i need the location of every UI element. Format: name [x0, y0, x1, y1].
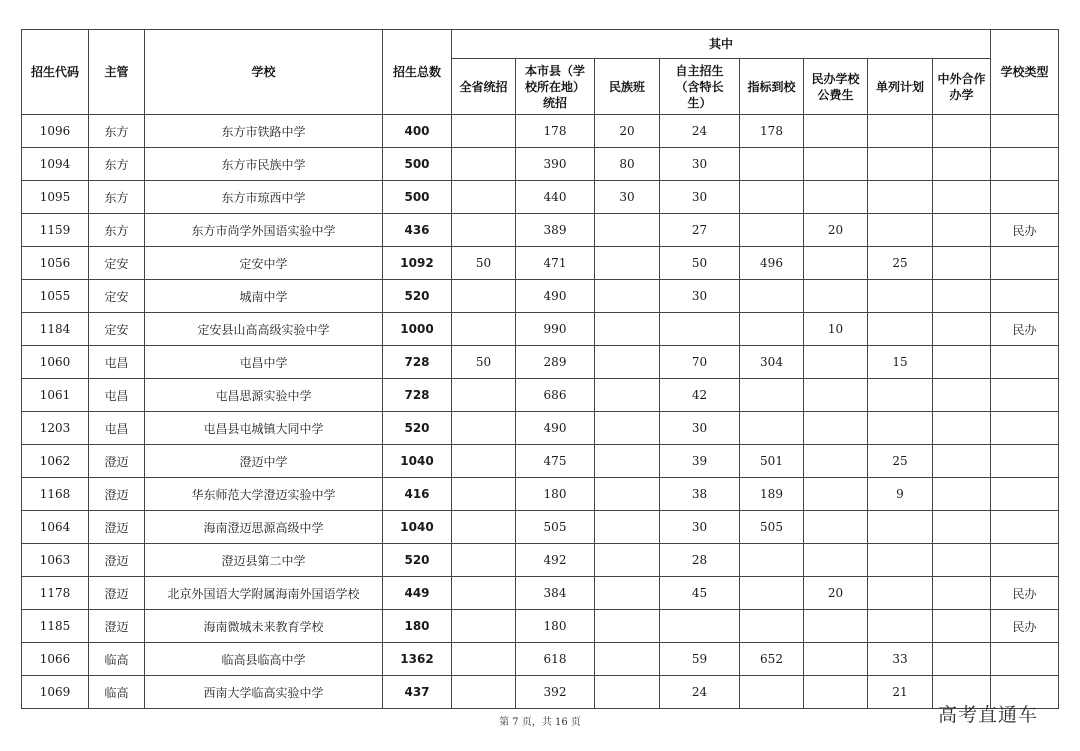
total-cell: 1040 [383, 445, 452, 478]
code-cell: 1063 [22, 544, 89, 577]
code-cell: 1061 [22, 379, 89, 412]
header-group: 其中 [452, 30, 991, 59]
autonomous-cell: 27 [660, 214, 740, 247]
quota-cell [740, 280, 804, 313]
province-cell [452, 478, 516, 511]
private-public-cell [804, 280, 868, 313]
private-public-cell [804, 181, 868, 214]
admission-plan-table [21, 29, 1059, 709]
authority-cell: 澄迈 [89, 511, 145, 544]
school-cell: 城南中学 [145, 280, 383, 313]
local-cell: 618 [516, 643, 595, 676]
private-public-cell [804, 115, 868, 148]
school-cell: 海南微城未来教育学校 [145, 610, 383, 643]
header-autonomous: 自主招生（含特长生） [660, 59, 740, 115]
sino-foreign-cell [933, 577, 991, 610]
header-separate: 单列计划 [868, 59, 933, 115]
ethnic-cell [595, 478, 660, 511]
table-row [22, 280, 1059, 313]
school-type-cell [991, 379, 1059, 412]
code-cell: 1055 [22, 280, 89, 313]
authority-cell: 东方 [89, 181, 145, 214]
table-row [22, 610, 1059, 643]
school-cell: 屯昌中学 [145, 346, 383, 379]
separate-cell [868, 181, 933, 214]
autonomous-cell: 42 [660, 379, 740, 412]
autonomous-cell: 30 [660, 511, 740, 544]
quota-cell: 501 [740, 445, 804, 478]
province-cell [452, 445, 516, 478]
quota-cell [740, 214, 804, 247]
school-cell: 华东师范大学澄迈实验中学 [145, 478, 383, 511]
sino-foreign-cell [933, 478, 991, 511]
table-row [22, 214, 1059, 247]
total-cell: 449 [383, 577, 452, 610]
sino-foreign-cell [933, 445, 991, 478]
private-public-cell [804, 148, 868, 181]
ethnic-cell [595, 445, 660, 478]
local-cell: 490 [516, 412, 595, 445]
authority-cell: 临高 [89, 676, 145, 709]
separate-cell [868, 412, 933, 445]
table-row [22, 412, 1059, 445]
code-cell: 1168 [22, 478, 89, 511]
province-cell [452, 313, 516, 346]
school-cell: 海南澄迈思源高级中学 [145, 511, 383, 544]
total-cell: 180 [383, 610, 452, 643]
sino-foreign-cell [933, 280, 991, 313]
school-cell: 定安县山高高级实验中学 [145, 313, 383, 346]
table-row [22, 643, 1059, 676]
ethnic-cell: 80 [595, 148, 660, 181]
sino-foreign-cell [933, 379, 991, 412]
separate-cell: 33 [868, 643, 933, 676]
sino-foreign-cell [933, 610, 991, 643]
sino-foreign-cell [933, 247, 991, 280]
separate-cell [868, 280, 933, 313]
separate-cell: 21 [868, 676, 933, 709]
autonomous-cell: 39 [660, 445, 740, 478]
school-cell: 西南大学临高实验中学 [145, 676, 383, 709]
autonomous-cell: 45 [660, 577, 740, 610]
quota-cell: 505 [740, 511, 804, 544]
code-cell: 1095 [22, 181, 89, 214]
separate-cell [868, 511, 933, 544]
authority-cell: 东方 [89, 115, 145, 148]
ethnic-cell [595, 313, 660, 346]
province-cell [452, 379, 516, 412]
ethnic-cell [595, 379, 660, 412]
code-cell: 1069 [22, 676, 89, 709]
autonomous-cell: 24 [660, 676, 740, 709]
local-cell: 289 [516, 346, 595, 379]
table-row [22, 577, 1059, 610]
school-type-cell [991, 280, 1059, 313]
header-authority: 主管 [89, 30, 145, 115]
school-cell: 临高县临高中学 [145, 643, 383, 676]
ethnic-cell [595, 280, 660, 313]
separate-cell [868, 544, 933, 577]
local-cell: 990 [516, 313, 595, 346]
authority-cell: 澄迈 [89, 478, 145, 511]
private-public-cell [804, 478, 868, 511]
private-public-cell [804, 412, 868, 445]
separate-cell [868, 577, 933, 610]
province-cell: 50 [452, 247, 516, 280]
sino-foreign-cell [933, 313, 991, 346]
total-cell: 520 [383, 544, 452, 577]
school-cell: 东方市民族中学 [145, 148, 383, 181]
sino-foreign-cell [933, 148, 991, 181]
table-body [22, 115, 1059, 709]
total-cell: 1092 [383, 247, 452, 280]
total-cell: 728 [383, 379, 452, 412]
quota-cell: 178 [740, 115, 804, 148]
table-row [22, 478, 1059, 511]
header-code: 招生代码 [22, 30, 89, 115]
total-cell: 437 [383, 676, 452, 709]
ethnic-cell [595, 610, 660, 643]
table-row [22, 676, 1059, 709]
autonomous-cell: 30 [660, 412, 740, 445]
ethnic-cell [595, 247, 660, 280]
total-cell: 1000 [383, 313, 452, 346]
header-ethnic: 民族班 [595, 59, 660, 115]
code-cell: 1062 [22, 445, 89, 478]
province-cell [452, 280, 516, 313]
private-public-cell [804, 544, 868, 577]
province-cell [452, 181, 516, 214]
school-type-cell: 民办 [991, 214, 1059, 247]
ethnic-cell [595, 676, 660, 709]
province-cell [452, 544, 516, 577]
private-public-cell [804, 379, 868, 412]
sino-foreign-cell [933, 115, 991, 148]
school-type-cell [991, 148, 1059, 181]
separate-cell [868, 115, 933, 148]
authority-cell: 屯昌 [89, 346, 145, 379]
separate-cell [868, 214, 933, 247]
authority-cell: 澄迈 [89, 577, 145, 610]
total-cell: 520 [383, 280, 452, 313]
school-cell: 东方市铁路中学 [145, 115, 383, 148]
autonomous-cell [660, 610, 740, 643]
school-type-cell [991, 544, 1059, 577]
province-cell [452, 676, 516, 709]
school-cell: 北京外国语大学附属海南外国语学校 [145, 577, 383, 610]
watermark-text: 高考直通车 [938, 704, 1039, 726]
quota-cell [740, 676, 804, 709]
school-type-cell [991, 511, 1059, 544]
school-cell: 定安中学 [145, 247, 383, 280]
total-cell: 500 [383, 181, 452, 214]
total-cell: 500 [383, 148, 452, 181]
code-cell: 1094 [22, 148, 89, 181]
authority-cell: 定安 [89, 313, 145, 346]
sino-foreign-cell [933, 511, 991, 544]
autonomous-cell: 38 [660, 478, 740, 511]
total-cell: 1040 [383, 511, 452, 544]
code-cell: 1159 [22, 214, 89, 247]
private-public-cell [804, 346, 868, 379]
authority-cell: 屯昌 [89, 379, 145, 412]
local-cell: 475 [516, 445, 595, 478]
local-cell: 392 [516, 676, 595, 709]
private-public-cell: 20 [804, 214, 868, 247]
table-row [22, 115, 1059, 148]
separate-cell: 25 [868, 247, 933, 280]
code-cell: 1185 [22, 610, 89, 643]
total-cell: 416 [383, 478, 452, 511]
separate-cell: 9 [868, 478, 933, 511]
total-cell: 1362 [383, 643, 452, 676]
private-public-cell [804, 511, 868, 544]
local-cell: 384 [516, 577, 595, 610]
autonomous-cell: 30 [660, 181, 740, 214]
autonomous-cell: 50 [660, 247, 740, 280]
school-cell: 东方市琼西中学 [145, 181, 383, 214]
local-cell: 180 [516, 478, 595, 511]
sino-foreign-cell [933, 643, 991, 676]
province-cell [452, 610, 516, 643]
total-cell: 728 [383, 346, 452, 379]
separate-cell: 15 [868, 346, 933, 379]
separate-cell [868, 610, 933, 643]
ethnic-cell: 20 [595, 115, 660, 148]
local-cell: 389 [516, 214, 595, 247]
code-cell: 1096 [22, 115, 89, 148]
quota-cell [740, 544, 804, 577]
school-type-cell [991, 643, 1059, 676]
autonomous-cell: 30 [660, 280, 740, 313]
header-private-public: 民办学校公费生 [804, 59, 868, 115]
ethnic-cell [595, 412, 660, 445]
authority-cell: 东方 [89, 214, 145, 247]
province-cell [452, 577, 516, 610]
code-cell: 1184 [22, 313, 89, 346]
separate-cell [868, 148, 933, 181]
school-cell: 屯昌思源实验中学 [145, 379, 383, 412]
quota-cell: 189 [740, 478, 804, 511]
school-type-cell: 民办 [991, 313, 1059, 346]
school-cell: 屯昌县屯城镇大同中学 [145, 412, 383, 445]
code-cell: 1203 [22, 412, 89, 445]
code-cell: 1056 [22, 247, 89, 280]
sino-foreign-cell [933, 412, 991, 445]
authority-cell: 屯昌 [89, 412, 145, 445]
table-row [22, 148, 1059, 181]
school-type-cell: 民办 [991, 610, 1059, 643]
local-cell: 440 [516, 181, 595, 214]
quota-cell: 652 [740, 643, 804, 676]
separate-cell [868, 379, 933, 412]
sino-foreign-cell [933, 214, 991, 247]
authority-cell: 临高 [89, 643, 145, 676]
school-type-cell [991, 115, 1059, 148]
school-type-cell [991, 412, 1059, 445]
quota-cell [740, 181, 804, 214]
ethnic-cell [595, 643, 660, 676]
header-quota: 指标到校 [740, 59, 804, 115]
code-cell: 1066 [22, 643, 89, 676]
quota-cell [740, 148, 804, 181]
school-type-cell: 民办 [991, 577, 1059, 610]
autonomous-cell: 70 [660, 346, 740, 379]
table-row [22, 379, 1059, 412]
local-cell: 471 [516, 247, 595, 280]
school-type-cell [991, 346, 1059, 379]
quota-cell [740, 577, 804, 610]
table-row [22, 445, 1059, 478]
authority-cell: 定安 [89, 247, 145, 280]
private-public-cell [804, 676, 868, 709]
private-public-cell: 20 [804, 577, 868, 610]
table-row [22, 544, 1059, 577]
province-cell [452, 148, 516, 181]
province-cell [452, 214, 516, 247]
total-cell: 436 [383, 214, 452, 247]
table-row [22, 346, 1059, 379]
private-public-cell [804, 610, 868, 643]
table-row [22, 313, 1059, 346]
header-local: 本市县（学校所在地）统招 [516, 59, 595, 115]
ethnic-cell [595, 544, 660, 577]
quota-cell: 496 [740, 247, 804, 280]
authority-cell: 澄迈 [89, 544, 145, 577]
header-total: 招生总数 [383, 30, 452, 115]
quota-cell [740, 610, 804, 643]
total-cell: 400 [383, 115, 452, 148]
authority-cell: 澄迈 [89, 610, 145, 643]
private-public-cell [804, 445, 868, 478]
authority-cell: 定安 [89, 280, 145, 313]
private-public-cell [804, 247, 868, 280]
school-cell: 东方市尚学外国语实验中学 [145, 214, 383, 247]
page-number: 第 7 页，共 16 页 [499, 717, 581, 728]
header-school: 学校 [145, 30, 383, 115]
quota-cell [740, 379, 804, 412]
code-cell: 1178 [22, 577, 89, 610]
autonomous-cell: 28 [660, 544, 740, 577]
school-type-cell [991, 181, 1059, 214]
province-cell [452, 511, 516, 544]
code-cell: 1060 [22, 346, 89, 379]
province-cell: 50 [452, 346, 516, 379]
ethnic-cell [595, 214, 660, 247]
local-cell: 492 [516, 544, 595, 577]
sino-foreign-cell [933, 346, 991, 379]
local-cell: 686 [516, 379, 595, 412]
autonomous-cell: 24 [660, 115, 740, 148]
autonomous-cell: 59 [660, 643, 740, 676]
local-cell: 178 [516, 115, 595, 148]
authority-cell: 澄迈 [89, 445, 145, 478]
ethnic-cell [595, 511, 660, 544]
table-row [22, 247, 1059, 280]
code-cell: 1064 [22, 511, 89, 544]
header-province: 全省统招 [452, 59, 516, 115]
school-type-cell [991, 445, 1059, 478]
header-sino-foreign: 中外合作办学 [933, 59, 991, 115]
private-public-cell: 10 [804, 313, 868, 346]
table-row [22, 511, 1059, 544]
school-cell: 澄迈中学 [145, 445, 383, 478]
school-type-cell [991, 247, 1059, 280]
province-cell [452, 115, 516, 148]
table-row [22, 181, 1059, 214]
local-cell: 390 [516, 148, 595, 181]
authority-cell: 东方 [89, 148, 145, 181]
local-cell: 180 [516, 610, 595, 643]
autonomous-cell [660, 313, 740, 346]
quota-cell [740, 412, 804, 445]
autonomous-cell: 30 [660, 148, 740, 181]
sino-foreign-cell [933, 181, 991, 214]
quota-cell [740, 313, 804, 346]
local-cell: 490 [516, 280, 595, 313]
private-public-cell [804, 643, 868, 676]
header-school-type: 学校类型 [991, 30, 1059, 115]
separate-cell: 25 [868, 445, 933, 478]
ethnic-cell: 30 [595, 181, 660, 214]
school-type-cell [991, 478, 1059, 511]
separate-cell [868, 313, 933, 346]
ethnic-cell [595, 346, 660, 379]
province-cell [452, 412, 516, 445]
ethnic-cell [595, 577, 660, 610]
local-cell: 505 [516, 511, 595, 544]
quota-cell: 304 [740, 346, 804, 379]
sino-foreign-cell [933, 544, 991, 577]
province-cell [452, 643, 516, 676]
school-cell: 澄迈县第二中学 [145, 544, 383, 577]
total-cell: 520 [383, 412, 452, 445]
